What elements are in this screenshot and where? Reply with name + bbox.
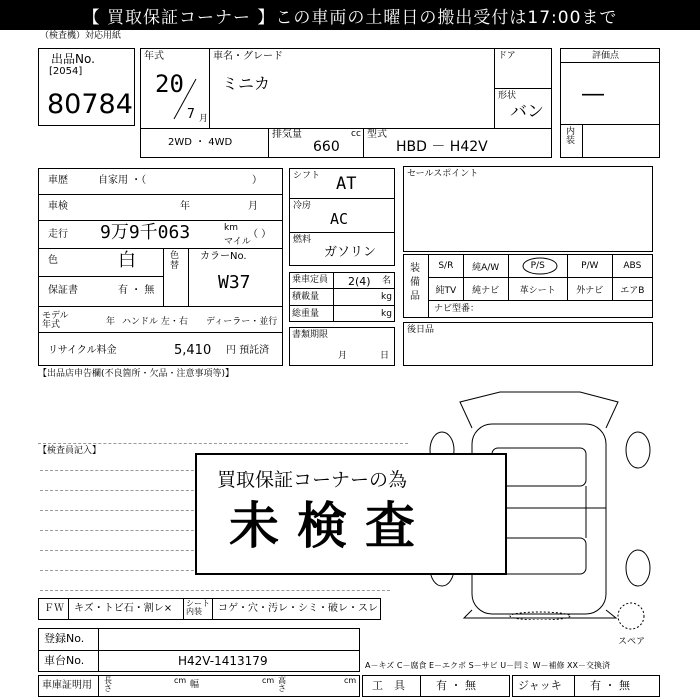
equip-tv: 純TV [429, 278, 464, 301]
spare-tire-icon [616, 600, 646, 634]
load-unit: kg [381, 292, 392, 302]
recycle-label: リサイクル料金 [48, 345, 117, 356]
mileage-unit-km: km [224, 223, 238, 233]
garage-cert-label: 車庫証明用 [42, 680, 92, 691]
shape-label: 形状 [498, 91, 517, 101]
cert-height: 高さ [278, 676, 286, 693]
recycle-suffix: 円 預託済 [226, 345, 270, 356]
type-code-value: HBD － H42V [396, 139, 488, 155]
interior-label: 内装 [566, 127, 576, 146]
cert-width-unit: cm [262, 676, 275, 685]
fw-value: キズ・トビ石・割レ× [74, 603, 173, 614]
color-code-value: W37 [218, 272, 251, 293]
cert-width: 幅 [190, 680, 200, 690]
inspection-label: 車検 [48, 201, 68, 212]
equip-airbag: エアB [612, 278, 652, 301]
stamp-line1: 買取保証コーナーの為 [217, 469, 408, 491]
docs-deadline-label: 書類期限 [292, 330, 329, 340]
equip-pw: P/W [567, 255, 612, 278]
gross-label: 総重量 [292, 309, 320, 319]
equip-ps: P/S [508, 255, 567, 278]
displacement-value: 660 [313, 139, 340, 155]
equipment-label: 装備品 [410, 263, 420, 302]
mileage-value: 9万9千063 [100, 222, 191, 243]
damage-legend: A－キズ C－腐食 E－エクボ S－サビ U－凹ミ W－補修 XX－交換済 [365, 661, 611, 670]
aircon-value: AC [330, 210, 349, 228]
doors-label: ドア [498, 51, 516, 61]
model-value: ミニカ [222, 74, 271, 93]
form-subhead: （検査機）対応用紙 [40, 31, 122, 41]
spare-label: スペア [618, 637, 646, 647]
model-change-label: モデル 年式 [42, 311, 69, 330]
shape-value: バン [510, 102, 544, 122]
type-code-label: 型式 [367, 129, 387, 140]
ps-circle-mark [520, 256, 560, 276]
jack-value: 有 ・ 無 [590, 679, 630, 692]
tools-label: 工 具 [372, 679, 405, 692]
year-label: 年式 [144, 51, 164, 62]
post-install-label: 後日品 [407, 325, 435, 335]
tools-value: 有 ・ 無 [436, 679, 476, 692]
cert-length: 長さ [104, 676, 112, 693]
load-label: 積載量 [292, 292, 320, 302]
year-month-unit: 月 [199, 114, 209, 124]
lot-number: 80784 [47, 89, 133, 120]
stamp-line2: 未検査 [229, 497, 433, 555]
shift-label: シフト [293, 171, 321, 181]
inspector-note-label: 【検査員記入】 [38, 446, 102, 456]
fuel-value: ガソリン [324, 245, 377, 260]
equipment-nav-label: ナビ型番： [434, 304, 480, 314]
capacity-value: 2(4) [348, 275, 371, 288]
model-change-year: 年 [106, 317, 116, 327]
inspection-month: 月 [248, 201, 258, 212]
displacement-label: 排気量 [272, 129, 302, 140]
lot-tag: [2054] [49, 66, 83, 77]
recycle-value: 5,410 [174, 343, 212, 358]
warranty-value: 有 ・ 無 [118, 285, 155, 296]
history-close: ） [252, 175, 262, 186]
mileage-paren: （ ） [248, 229, 272, 240]
drive-type: 2WD ・ 4WD [168, 137, 233, 148]
aircon-label: 冷房 [293, 201, 312, 211]
equip-ext-nav: 外ナビ [567, 278, 612, 301]
equip-sr: S/R [429, 255, 464, 278]
lot-label: 出品No. [51, 52, 95, 66]
post-install-box [403, 322, 653, 366]
equip-alloy: 純A/W [463, 255, 508, 278]
history-value: 自家用 ・（ [98, 175, 147, 186]
equip-leather: 革シート [508, 278, 567, 301]
not-inspected-stamp [195, 453, 507, 575]
color-code-label: カラーNo. [200, 251, 247, 262]
color-change-label: 色替 [170, 251, 180, 271]
seat-value: コゲ・穴・汚レ・シミ・破レ・スレ [218, 603, 378, 614]
score-label: 評価点 [592, 51, 620, 61]
equip-nav: 純ナビ [463, 278, 508, 301]
mileage-label: 走行 [48, 229, 68, 240]
chassis-value: H42V-1413179 [178, 654, 268, 668]
capacity-unit: 名 [382, 276, 392, 286]
fuel-label: 燃料 [293, 235, 312, 245]
history-label: 車歴 [48, 175, 68, 186]
docs-deadline-day: 日 [380, 351, 390, 361]
reg-no-label: 登録No. [44, 632, 85, 645]
cert-height-unit: cm [344, 676, 357, 685]
score-value: ― [582, 82, 604, 107]
seat-label: シート内装 [186, 599, 210, 616]
top-banner: 【 買取保証コーナー 】この車両の土曜日の搬出受付は17:00まで [0, 0, 700, 30]
jack-label: ジャッキ [518, 679, 562, 692]
color-label: 色 [48, 255, 58, 266]
docs-deadline-month: 月 [338, 351, 348, 361]
shift-value: AT [336, 174, 357, 194]
model-label: 車名・グレード [213, 51, 283, 62]
year-value: 20 [155, 70, 184, 98]
cert-length-unit: cm [174, 676, 187, 685]
equip-abs: ABS [612, 255, 652, 278]
chassis-label: 車台No. [44, 654, 85, 667]
year-month: 7 [187, 107, 195, 122]
dealer-type: ディーラー・並行 [206, 317, 278, 327]
dealer-report-label: 【出品店申告欄(不良箇所・欠品・注意事項等)】 [38, 369, 235, 379]
gross-unit: kg [381, 309, 392, 319]
color-value: 白 [118, 250, 136, 271]
capacity-label: 乗車定員 [292, 275, 329, 285]
warranty-label: 保証書 [48, 285, 78, 296]
mileage-unit-mile: マイル [224, 237, 251, 247]
lot-box [38, 48, 135, 126]
inspection-year: 年 [180, 201, 190, 212]
fw-label: ＦＷ [44, 603, 64, 614]
sales-point-label: セールスポイント [407, 169, 479, 179]
displacement-unit: cc [351, 129, 361, 139]
handle-side: ハンドル 左・右 [122, 317, 188, 327]
vehicle-detail-box [38, 168, 283, 366]
